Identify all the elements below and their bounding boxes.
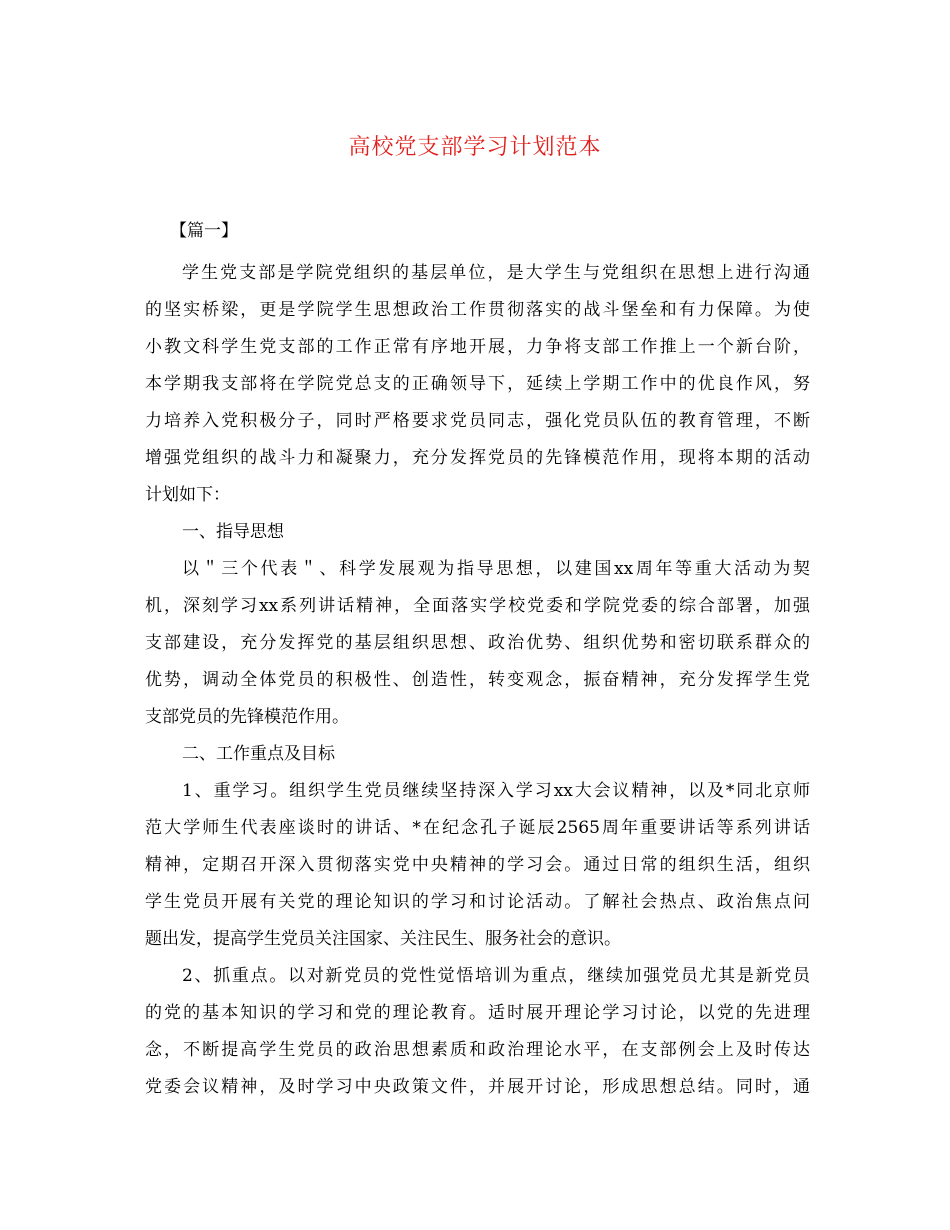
- document-title: 高校党支部学习计划范本: [348, 135, 602, 160]
- paragraph-line: 2、抓重点。以对新党员的党性觉悟培训为重点，继续加强党员尤其是新党员: [182, 966, 810, 986]
- paragraph-line: 的党的基本知识的学习和党的理论教育。适时展开理论学习讨论，以党的先进理: [145, 1003, 810, 1023]
- paragraph-line: 党委会议精神，及时学习中央政策文件，并展开讨论，形成思想总结。同时，通: [145, 1077, 810, 1097]
- paragraph-line: 优势，调动全体党员的积极性、创造性，转变观念，振奋精神，充分发挥学生党: [145, 670, 810, 690]
- paragraph-line: 范大学师生代表座谈时的讲话、*在纪念孔子诞辰2565周年重要讲话等系列讲话: [145, 818, 810, 838]
- paragraph-line: 支部党员的先锋模范作用。: [145, 707, 349, 727]
- paragraph-line: 支部建设，充分发挥党的基层组织思想、政治优势、组织优势和密切联系群众的: [145, 633, 810, 653]
- paragraph-line: 力培养入党积极分子，同时严格要求党员同志，强化党员队伍的教育管理，不断: [145, 411, 810, 431]
- section-label: 【篇一】: [170, 221, 238, 241]
- section-heading: 一、指导思想: [182, 522, 284, 542]
- paragraph-line: 念，不断提高学生党员的政治思想素质和政治理论水平，在支部例会上及时传达: [145, 1040, 810, 1060]
- section-heading: 二、工作重点及目标: [182, 744, 335, 764]
- paragraph-line: 计划如下：: [145, 485, 230, 505]
- paragraph-line: 1、重学习。组织学生党员继续坚持深入学习xx大会议精神，以及*同北京师: [182, 781, 810, 801]
- paragraph-line: 精神，定期召开深入贯彻落实党中央精神的学习会。通过日常的组织生活，组织: [145, 855, 810, 875]
- paragraph-line: 以＂三个代表＂、科学发展观为指导思想，以建国xx周年等重大活动为契: [182, 559, 810, 579]
- paragraph-line: 本学期我支部将在学院党总支的正确领导下，延续上学期工作中的优良作风，努: [145, 374, 810, 394]
- paragraph-line: 小教文科学生党支部的工作正常有序地开展，力争将支部工作推上一个新台阶，: [145, 337, 810, 357]
- paragraph-line: 学生党员开展有关党的理论知识的学习和讨论活动。了解社会热点、政治焦点问: [145, 892, 810, 912]
- paragraph-line: 学生党支部是学院党组织的基层单位，是大学生与党组织在思想上进行沟通: [182, 263, 810, 283]
- paragraph-line: 的坚实桥梁，更是学院学生思想政治工作贯彻落实的战斗堡垒和有力保障。为使: [145, 300, 810, 320]
- paragraph-line: 机，深刻学习xx系列讲话精神，全面落实学校党委和学院党委的综合部署，加强: [145, 596, 810, 616]
- paragraph-line: 增强党组织的战斗力和凝聚力，充分发挥党员的先锋模范作用，现将本期的活动: [145, 448, 810, 468]
- paragraph-line: 题出发，提高学生党员关注国家、关注民生、服务社会的意识。: [145, 929, 621, 949]
